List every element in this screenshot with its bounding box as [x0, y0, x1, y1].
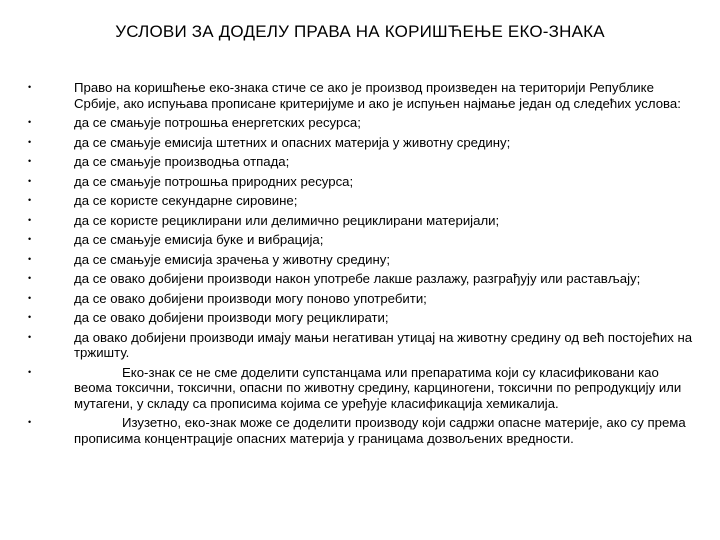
list-item-text: да се смањује емисија буке и вибрација;	[74, 232, 324, 247]
list-item-text: да се смањује производња отпада;	[74, 154, 290, 169]
bullet-icon: •	[28, 273, 32, 283]
list-item	[28, 115, 698, 131]
list-item-text: Еко-знак се не сме доделити супстанцама или препаратима који су класификовани као веома токсични, токсични, опасни по животну средину, карциногени, токсични по репродукцију или мутагени, у складу са прописима којима се уређује класификација хемикалија.	[74, 364, 682, 411]
bullet-icon: •	[28, 136, 32, 147]
list-item-text: да се смањује потрошња природних ресурса;	[74, 173, 354, 189]
list-item-text: да се овако добијени производи након употребе лакше разлажу, разграђују или растављају;	[74, 271, 641, 286]
bullet-icon: •	[28, 312, 32, 322]
list-item	[28, 291, 698, 307]
bullet-icon: •	[28, 156, 32, 166]
list-item-text: Изузетно, еко-знак може се доделити производу који садржи опасне материје, ако су према прописима концентрације опасних материја у границама дозвољених вредности.	[74, 415, 686, 446]
list-item	[28, 330, 698, 361]
bullet-icon: •	[28, 175, 32, 186]
bullet-icon: •	[28, 234, 32, 244]
list-item	[28, 80, 698, 111]
list-item	[28, 365, 698, 412]
list-item-text: да се овако добијени производи могу рециклирати;	[74, 310, 389, 325]
bullet-icon: •	[28, 366, 32, 377]
bullet-icon: •	[28, 82, 32, 92]
bullet-icon: •	[28, 417, 32, 427]
list-item	[28, 213, 698, 229]
list-item	[28, 310, 698, 326]
bullet-icon: •	[28, 292, 32, 303]
bullet-icon: •	[28, 214, 32, 225]
bullet-icon: •	[28, 331, 32, 342]
list-item	[28, 174, 698, 190]
list-item-text: да се овако добијени производи могу поново употребити;	[74, 290, 427, 306]
list-item	[28, 415, 698, 446]
list-item	[28, 135, 698, 151]
list-item-text: да се смањује емисија зрачења у животну средину;	[74, 251, 391, 267]
list-item-text: да се користе секундарне сировине;	[74, 193, 298, 208]
condition-list	[28, 80, 698, 450]
list-item	[28, 232, 698, 248]
list-item	[28, 271, 698, 287]
list-item-text: Право на коришћење еко-знака стиче се ако је производ произведен на територији Републике Србије, ако испуњава прописане критеријуме и ако је испуњен најмање један од следећих услова:	[74, 80, 681, 111]
list-item	[28, 252, 698, 268]
list-item	[28, 154, 698, 170]
list-item-text: да се смањује емисија штетних и опасних материја у животну средину;	[74, 134, 511, 150]
bullet-icon: •	[28, 253, 32, 264]
bullet-icon: •	[28, 117, 32, 127]
list-item-text: да се користе рециклирани или делимично рециклирани материјали;	[74, 212, 500, 228]
bullet-icon: •	[28, 195, 32, 205]
page-title: УСЛОВИ ЗА ДОДЕЛУ ПРАВА НА КОРИШЋЕЊЕ ЕКО-ЗНАКА	[115, 22, 605, 41]
list-item	[28, 193, 698, 209]
list-item-text: да се смањује потрошња енергетских ресурса;	[74, 115, 361, 130]
list-item-text: да овако добијени производи имају мањи негативан утицај на животну средину од већ постојећих на тржишту.	[74, 329, 693, 360]
